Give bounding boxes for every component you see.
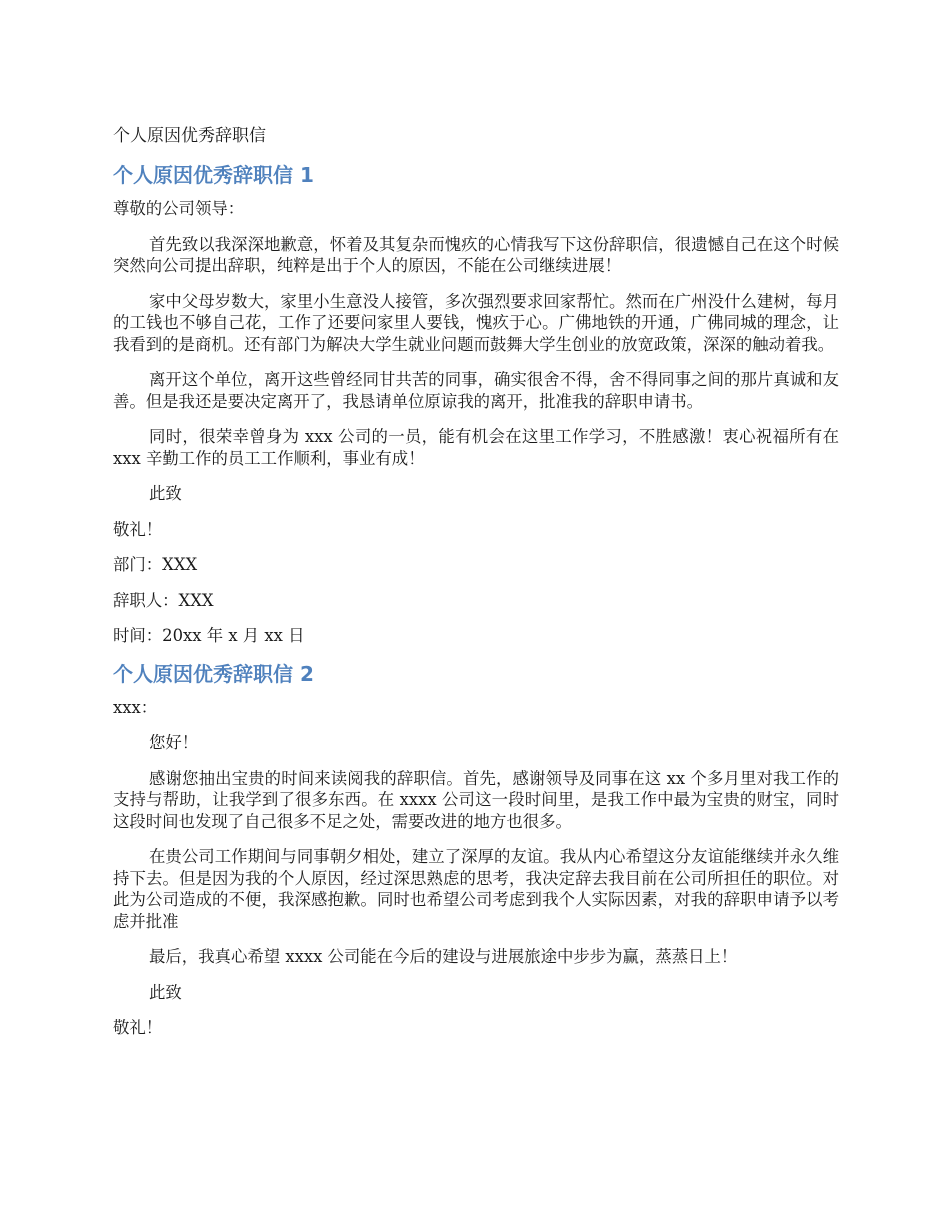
closing: 此致 [149,982,182,1002]
salutation: 尊敬的公司领导： [113,199,245,218]
regards: 敬礼！ [113,1018,163,1037]
body-paragraph: 首先致以我深深地歉意，怀着及其复杂而愧疚的心情我写下这份辞职信，很遗憾自己在这个时候突然向公司提出辞职，纯粹是出于个人的原因，不能在公司继续进展！ [113,234,839,275]
body-paragraph: 最后，我真心希望 xxxx 公司能在今后的建设与进展旅途中步步为赢，蒸蒸日上！ [149,947,738,966]
body-paragraph: 离开这个单位，离开这些曾经同甘共苦的同事，确实很舍不得，舍不得同事之间的那片真诚和友善。但是我还是要决定离开了，我恳请单位原谅我的离开，批准我的辞职申请书。 [113,370,839,411]
date-line: 时间：20xx 年 x 月 xx 日 [113,626,305,645]
closing: 此致 [149,484,182,503]
department-line: 部门：XXX [113,555,198,574]
body-paragraph: 家中父母岁数大，家里小生意没人接管，多次强烈要求回家帮忙。然而在广州没什么建树，每月的工钱也不够自己花，工作了还要问家里人要钱，愧疚于心。广佛地铁的开通，广佛同城的理念，让我看到的是商机。还有部门为解决大学生就业问题而鼓舞大学生创业的放宽政策，深深的触动着我。 [113,291,839,354]
document-page [113,124,839,1053]
body-paragraph: 感谢您抽出宝贵的时间来读阅我的辞职信。首先，感谢领导及同事在这 xx 个多月里对我工作的支持与帮助，让我学到了很多东西。在 xxxx 公司这一段时间里，是我工作中最为宝贵的财宝，同时这段时间也发现了自己很多不足之处，需要改进的地方也很多。 [113,768,839,831]
greeting: 您好！ [149,733,199,752]
resigner-line: 辞职人：XXX [113,590,214,610]
letter-1 [113,162,839,647]
salutation: xxx： [113,697,158,717]
section-heading-1: 个人原因优秀辞职信 1 [113,163,314,187]
letter-2 [113,661,839,1039]
section-heading-2: 个人原因优秀辞职信 2 [113,661,314,686]
document-title: 个人原因优秀辞职信 [113,126,266,146]
regards: 敬礼！ [113,519,163,539]
body-paragraph: 在贵公司工作期间与同事朝夕相处，建立了深厚的友谊。我从内心希望这分友谊能继续并永久维持下去。但是因为我的个人原因，经过深思熟虑的思考，我决定辞去我目前在公司所担任的职位。对此为公司造成的不便，我深感抱歉。同时也希望公司考虑到我个人实际因素，对我的辞职申请予以考虑并批准 [113,847,839,931]
body-paragraph: 同时，很荣幸曾身为 xxx 公司的一员，能有机会在这里工作学习，不胜感激！衷心祝福所有在 xxx 辛勤工作的员工工作顺利，事业有成！ [113,427,839,468]
